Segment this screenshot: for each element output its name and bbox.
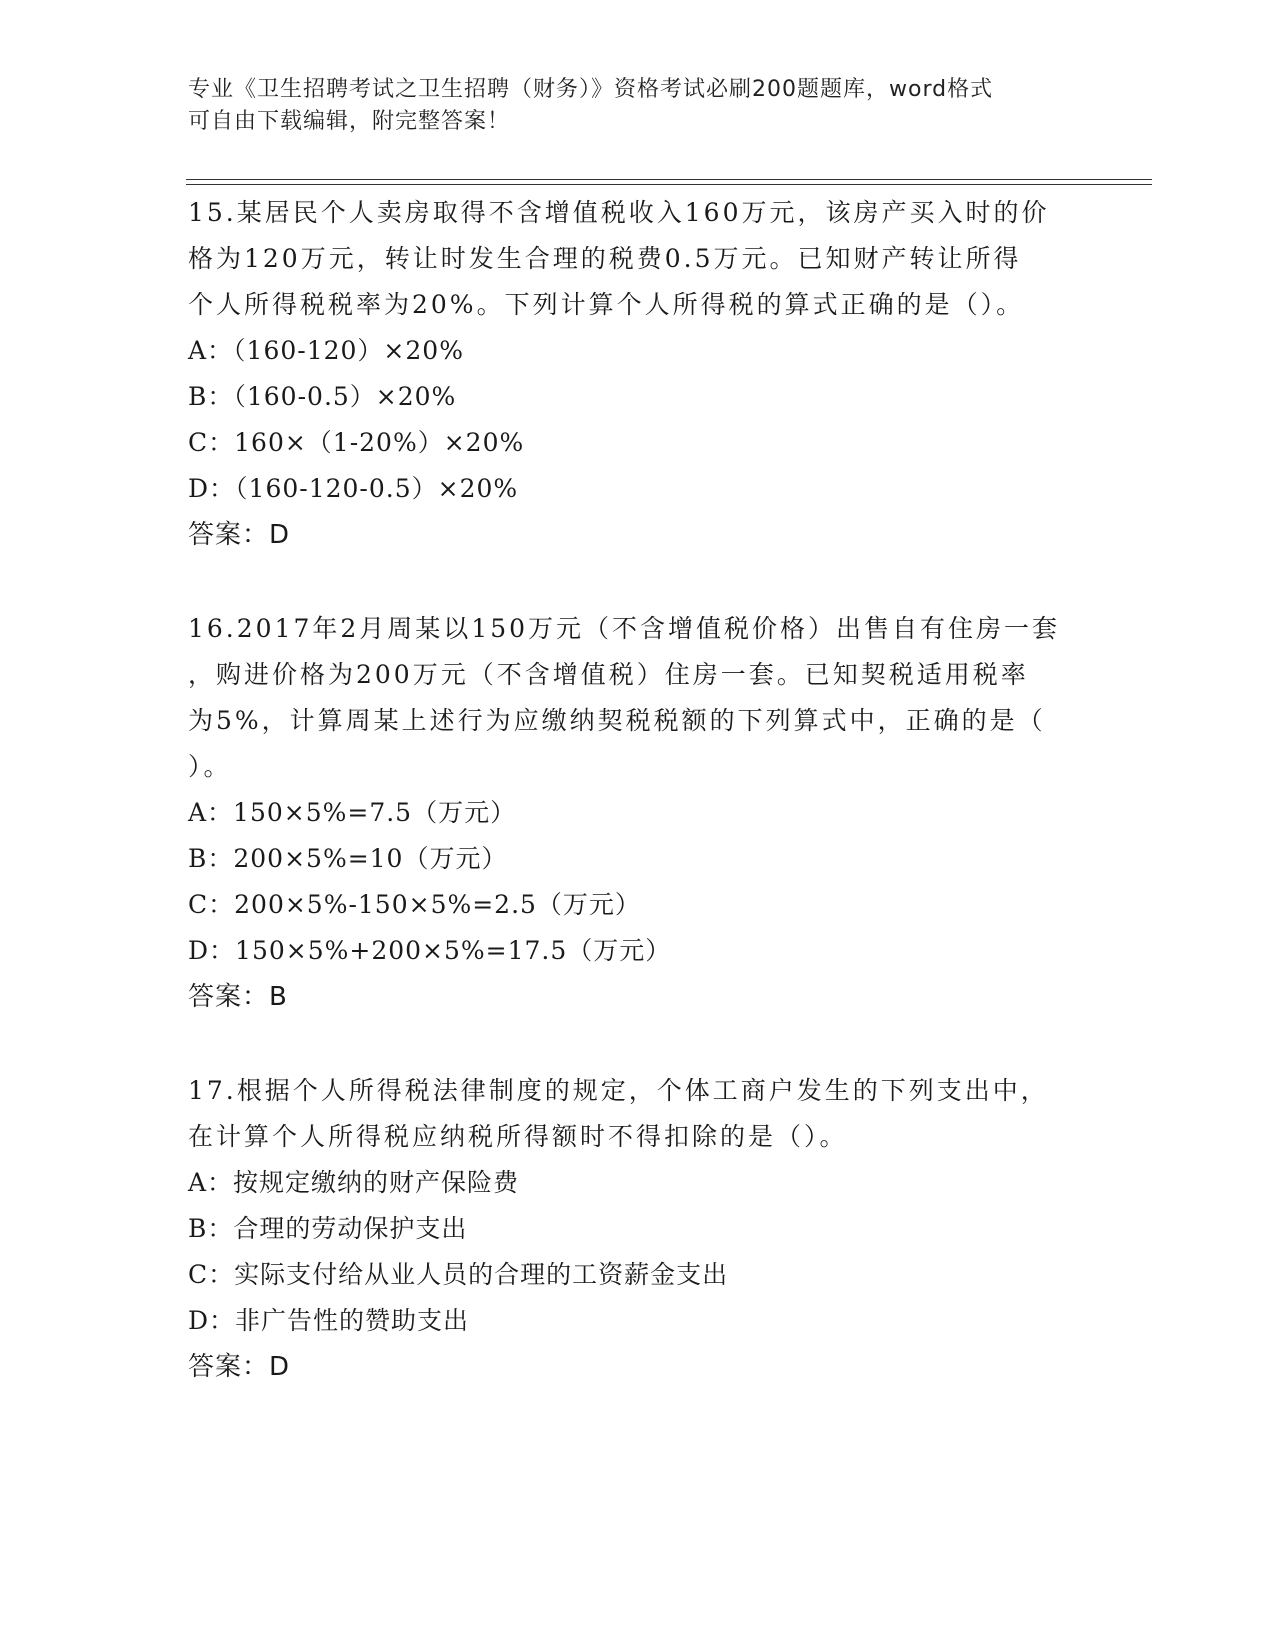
option-b: B：200×5%=10（万元） xyxy=(188,844,508,873)
option-a: A：（160-120）×20% xyxy=(188,336,464,365)
header-line-1: 专业《卫生招聘考试之卫生招聘（财务）》资格考试必刷200题题库，word格式 xyxy=(188,77,994,102)
question-17 xyxy=(188,1068,1088,1390)
option-d: D：（160-120-0.5）×20% xyxy=(188,474,519,503)
option-a: A：按规定缴纳的财产保险费 xyxy=(188,1168,520,1197)
question-spacer xyxy=(188,558,1088,606)
question-list xyxy=(188,190,1088,1390)
question-text-line: 17.根据个人所得税法律制度的规定，个体工商户发生的下列支出中， xyxy=(188,1076,1049,1105)
question-text-line: ，购进价格为200万元（不含增值税）住房一套。已知契税适用税率 xyxy=(188,660,1029,689)
question-text-line: 为5%，计算周某上述行为应缴纳契税税额的下列算式中，正确的是（ xyxy=(188,706,1046,735)
question-text-line: 个人所得税税率为20%。下列计算个人所得税的算式正确的是（）。 xyxy=(188,290,1025,319)
header-divider-top xyxy=(186,179,1152,180)
header-line-2: 可自由下载编辑，附完整答案！ xyxy=(188,109,511,134)
option-d: D：150×5%+200×5%=17.5（万元） xyxy=(188,936,672,965)
question-text-line: 15.某居民个人卖房取得不含增值税收入160万元，该房产买入时的价 xyxy=(188,198,1050,227)
option-b: B：合理的劳动保护支出 xyxy=(188,1214,468,1243)
document-header xyxy=(188,74,1068,138)
option-c: C：200×5%-150×5%=2.5（万元） xyxy=(188,890,641,919)
question-15 xyxy=(188,190,1088,558)
option-c: C：实际支付给从业人员的合理的工资薪金支出 xyxy=(188,1260,729,1289)
header-divider-bottom xyxy=(186,184,1152,185)
answer-label: 答案：D xyxy=(188,520,291,550)
question-text-line: 格为120万元，转让时发生合理的税费0.5万元。已知财产转让所得 xyxy=(188,244,1022,273)
option-d: D：非广告性的赞助支出 xyxy=(188,1306,470,1335)
answer-label: 答案：B xyxy=(188,982,288,1012)
question-text-line: ）。 xyxy=(188,752,232,781)
question-text-line: 在计算个人所得税应纳税所得额时不得扣除的是（）。 xyxy=(188,1122,848,1151)
answer-label: 答案：D xyxy=(188,1352,291,1382)
question-16 xyxy=(188,606,1088,1020)
option-a: A：150×5%=7.5（万元） xyxy=(188,798,517,827)
question-spacer xyxy=(188,1020,1088,1068)
option-c: C：160×（1-20%）×20% xyxy=(188,428,525,457)
option-b: B：（160-0.5）×20% xyxy=(188,382,457,411)
question-text-line: 16.2017年2月周某以150万元（不含增值税价格）出售自有住房一套 xyxy=(188,614,1061,643)
